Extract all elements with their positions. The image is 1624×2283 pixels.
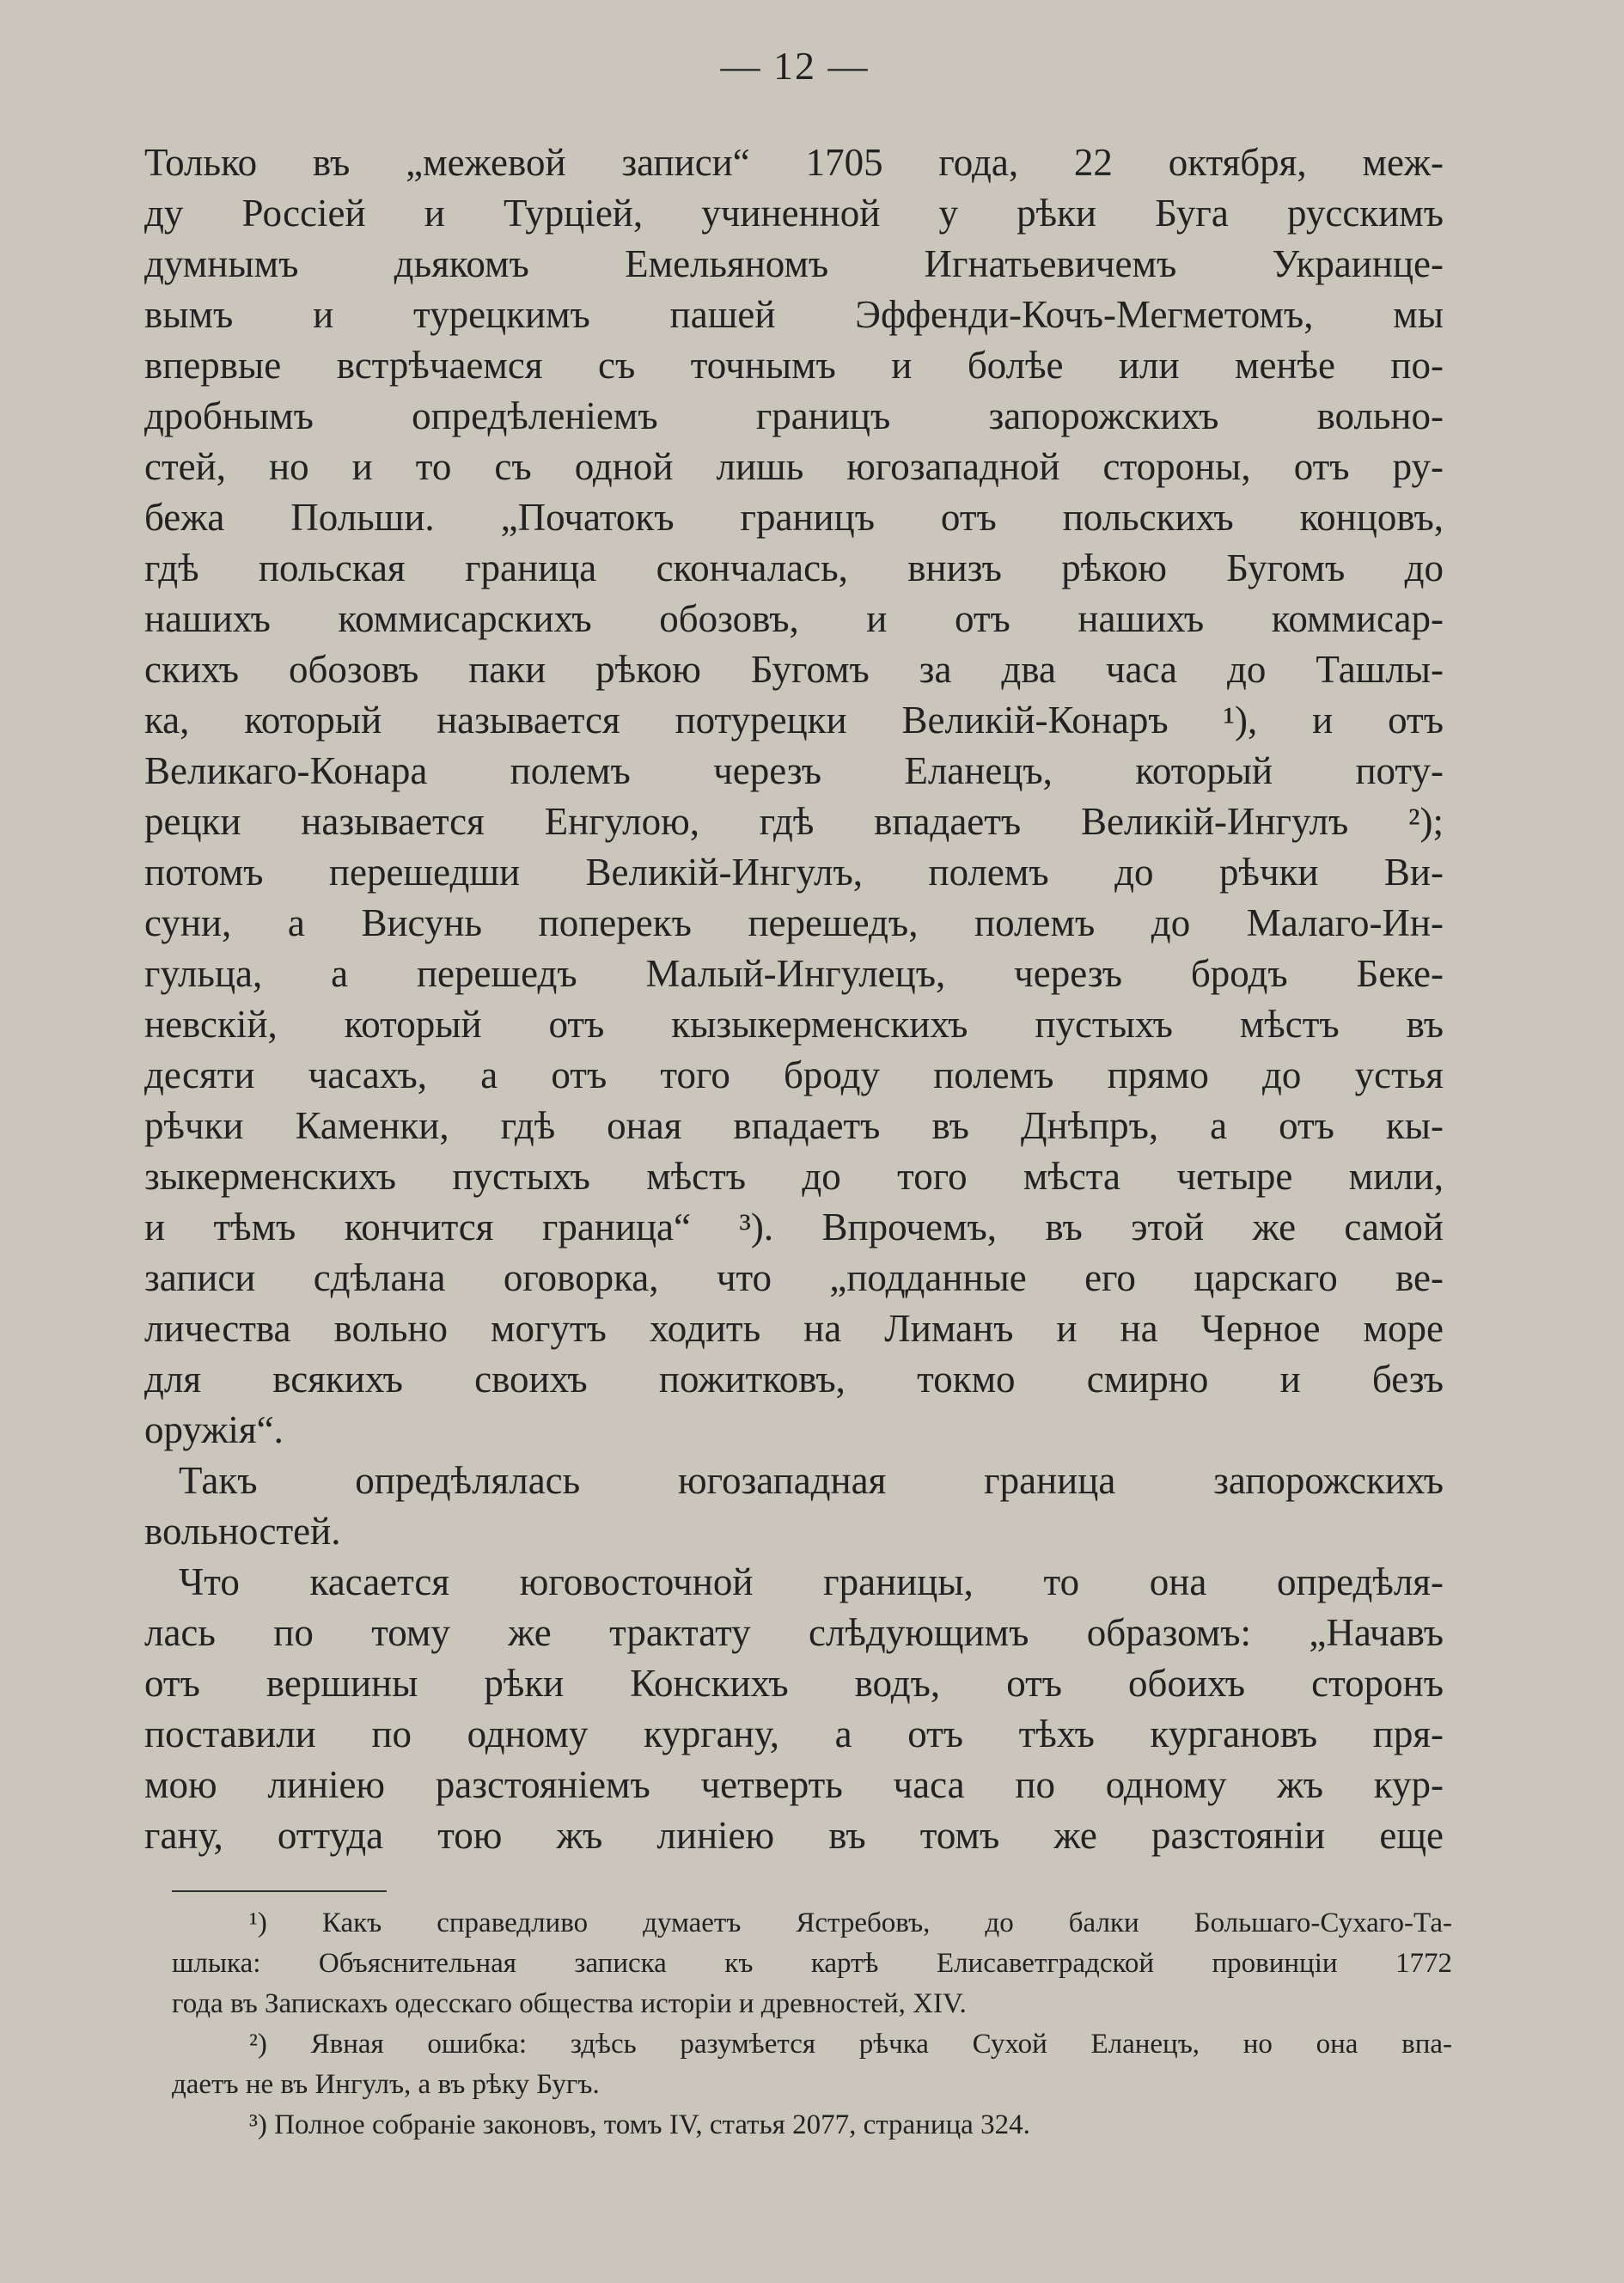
footnote-line: даетъ не въ Ингулъ, а въ рѣку Бугъ.	[172, 2069, 600, 2100]
body-line: гульца, а перешедъ Малый-Ингулецъ, черезъ бродъ Беке-	[144, 952, 1444, 995]
body-line: впервые встрѣчаемся съ точнымъ и болѣе или менѣе по-	[144, 344, 1444, 387]
footnote-line: шлыка: Объяснительная записка къ картѣ Елисаветградской провинціи 1772	[172, 1948, 1452, 1979]
body-line: оружія“.	[144, 1408, 284, 1451]
page-number: — 12 —	[720, 44, 870, 88]
body-line: суни, а Висунь поперекъ перешедъ, полемъ до Малаго-Ин-	[144, 901, 1444, 944]
body-line: десяти часахъ, а отъ того броду полемъ прямо до устья	[144, 1053, 1444, 1096]
footnotes	[172, 1903, 1452, 2146]
body-line: ду Россіей и Турціей, учиненной у рѣки Буга русскимъ	[144, 192, 1444, 235]
body-line: вымъ и турецкимъ пашей Эффенди-Кочъ-Мегметомъ, мы	[144, 293, 1444, 336]
body-line: невскій, который отъ кызыкерменскихъ пустыхъ мѣстъ въ	[144, 1003, 1444, 1046]
body-line: рѣчки Каменки, гдѣ оная впадаетъ въ Днѣпръ, а отъ кы-	[144, 1104, 1444, 1147]
body-line: личества вольно могутъ ходить на Лиманъ и на Черное море	[144, 1307, 1444, 1350]
body-line: Такъ опредѣлялась югозападная граница запорожскихъ	[179, 1459, 1444, 1502]
body-line: вольностей.	[144, 1510, 341, 1553]
body-line: рецки называется Енгулою, гдѣ впадаетъ Великій-Ингулъ ²);	[144, 800, 1444, 843]
footnote-line: ²) Явная ошибка: здѣсь разумѣется рѣчка Сухой Еланецъ, но она впа-	[249, 2029, 1452, 2060]
body-line: Что касается юговосточной границы, то она опредѣля-	[179, 1560, 1444, 1603]
body-line: зыкерменскихъ пустыхъ мѣстъ до того мѣста четыре мили,	[144, 1155, 1444, 1198]
body-line: отъ вершины рѣки Конскихъ водъ, отъ обоихъ сторонъ	[144, 1662, 1444, 1705]
body-line: ка, который называется потурецки Великій-Конаръ ¹), и отъ	[144, 699, 1444, 742]
body-line: для всякихъ своихъ пожитковъ, токмо смирно и безъ	[144, 1358, 1444, 1401]
body-line: дробнымъ опредѣленіемъ границъ запорожскихъ вольно-	[144, 394, 1444, 437]
body-line: нашихъ коммисарскихъ обозовъ, и отъ нашихъ коммисар-	[144, 597, 1444, 640]
body-line: потомъ перешедши Великій-Ингулъ, полемъ до рѣчки Ви-	[144, 851, 1444, 894]
body-line: Великаго-Конара полемъ черезъ Еланецъ, который поту-	[144, 749, 1444, 792]
body-line: стей, но и то съ одной лишь югозападной стороны, отъ ру-	[144, 445, 1444, 488]
body-line: скихъ обозовъ паки рѣкою Бугомъ за два часа до Ташлы-	[144, 648, 1444, 691]
body-line: записи сдѣлана оговорка, что „подданные его царскаго ве-	[144, 1256, 1444, 1299]
body-line: бежа Польши. „Початокъ границъ отъ польскихъ концовъ,	[144, 496, 1444, 539]
body-line: гану, оттуда тою жъ линіею въ томъ же разстояніи еще	[144, 1814, 1444, 1857]
body-line: думнымъ дьякомъ Емельяномъ Игнатьевичемъ Украинце-	[144, 242, 1444, 285]
body-line: мою линіею разстояніемъ четверть часа по одному жъ кур-	[144, 1763, 1444, 1806]
body-line: лась по тому же трактату слѣдующимъ образомъ: „Начавъ	[144, 1611, 1444, 1654]
body-line: Только въ „межевой записи“ 1705 года, 22 октября, меж-	[144, 141, 1444, 184]
footnote-line: ³) Полное собраніе законовъ, томъ IV, статья 2077, страница 324.	[249, 2109, 1030, 2140]
footnote-line: ¹) Какъ справедливо думаетъ Ястребовъ, до балки Большаго-Сухаго-Та-	[249, 1908, 1452, 1938]
body-line: гдѣ польская граница скончалась, внизъ рѣкою Бугомъ до	[144, 546, 1444, 589]
body-line: поставили по одному кургану, а отъ тѣхъ кургановъ пря-	[144, 1712, 1444, 1755]
footnote-line: года въ Запискахъ одесскаго общества исторіи и древностей, XIV.	[172, 1988, 967, 2019]
body-text	[144, 137, 1444, 1861]
footnote-divider	[172, 1890, 387, 1892]
body-line: и тѣмъ кончится граница“ ³). Впрочемъ, въ этой же самой	[144, 1206, 1444, 1248]
